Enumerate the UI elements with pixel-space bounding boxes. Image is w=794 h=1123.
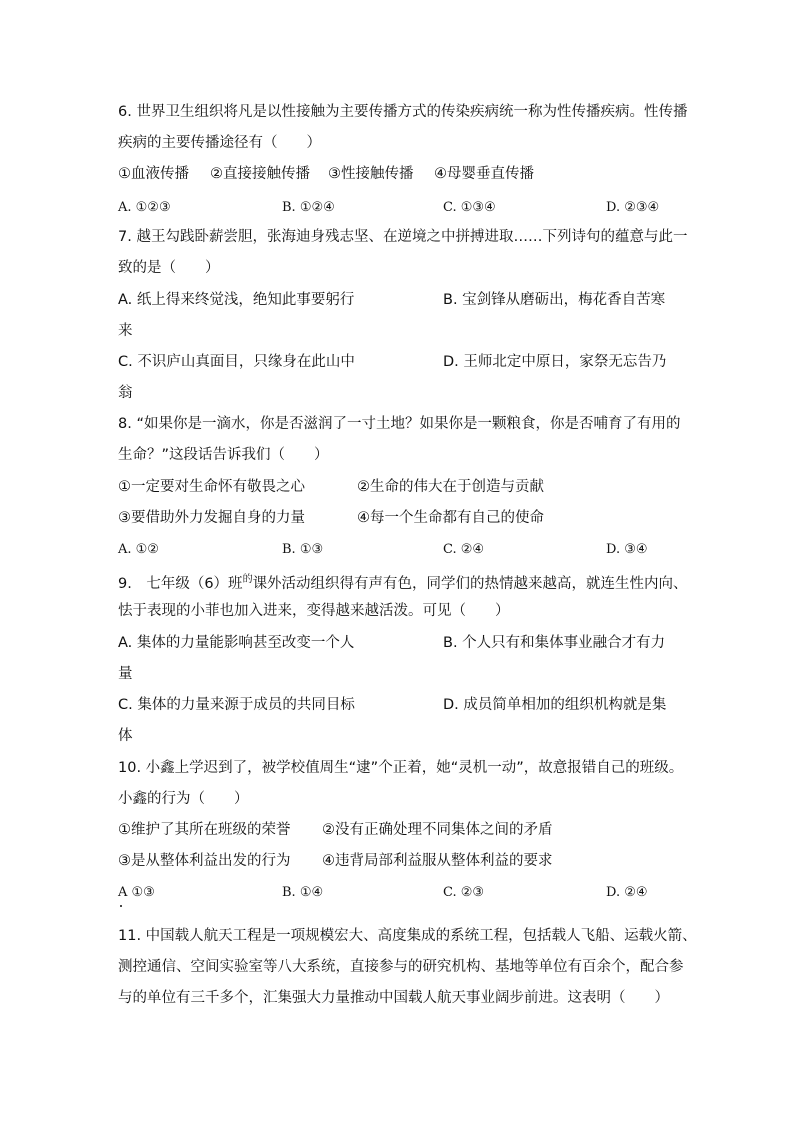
- q8-item-3: ③要借助外力发掘自身的力量: [118, 510, 305, 526]
- q6-option-a: A. ①②③: [118, 200, 171, 215]
- q10-stem-line-1: 10. 小鑫上学迟到了，被学校值周生“逮”个正着，她“灵机一动”，故意报错自己的班级。: [118, 760, 684, 776]
- q8-item-2: ②生命的伟大在于创造与贡献: [357, 479, 544, 495]
- q8-option-d: D. ③④: [606, 542, 648, 557]
- q7-stem-line-1: 7. 越王勾践卧薪尝胆，张海迪身残志坚、在逆境之中拼搏进取……下列诗句的蕴意与此一: [118, 229, 688, 245]
- q7-option-b-line-1: B. 宝剑锋从磨砺出，梅花香自苦寒: [443, 292, 666, 308]
- q10-option-d: D. ②④: [606, 885, 648, 900]
- q8-item-4: ④每一个生命都有自己的使命: [357, 510, 544, 526]
- q9-stem-line-1: [118, 570, 688, 594]
- q11-stem-line-1: 11. 中国载人航天工程是一项规模宏大、高度集成的系统工程，包括载人飞船、运载火箭、: [118, 928, 697, 944]
- q7-option-b-line-2: 来: [118, 323, 133, 339]
- q7-option-c: C. 不识庐山真面目，只缘身在此山中: [118, 354, 355, 370]
- q9-stem-part-1: 9. 七年级（6）班: [118, 576, 243, 592]
- q9-stem-part-2: 课外活动组织得有声有色，同学们的热情越来越高，就连生性内向、: [252, 576, 688, 592]
- q7-option-d-line-1: D. 王师北定中原日，家祭无忘告乃: [443, 354, 667, 370]
- q8-item-1: ①一定要对生命怀有敬畏之心: [118, 479, 305, 495]
- q8-stem-line-1: 8. “如果你是一滴水，你是否滋润了一寸土地？如果你是一颗粮食，你是否哺育了有用的: [118, 416, 681, 432]
- q11-stem-line-3: 与的单位有三千多个，汇集强大力量推动中国载人航天事业阔步前进。这表明（ ）: [118, 990, 669, 1006]
- q10-option-c: C. ②③: [443, 885, 485, 900]
- q10-item-3: ③是从整体利益出发的行为: [118, 853, 291, 869]
- q6-item-4: ④母婴垂直传播: [434, 166, 534, 182]
- q9-option-c: C. 集体的力量来源于成员的共同目标: [118, 697, 355, 713]
- q9-stem-superscript: 的: [242, 574, 253, 585]
- q6-stem-line-2: 疾病的主要传播途径有（ ）: [118, 135, 321, 151]
- stray-dot-mark: [120, 905, 122, 907]
- q10-item-1: ①维护了其所在班级的荣誉: [118, 822, 291, 838]
- q9-option-b-line-1: B. 个人只有和集体事业融合才有力: [443, 635, 666, 651]
- q6-item-1: ①血液传播: [118, 166, 189, 182]
- q9-option-d-line-2: 体: [118, 728, 133, 744]
- q10-item-4: ④违背局部利益服从整体利益的要求: [322, 853, 553, 869]
- q6-option-b: B. ①②④: [282, 200, 335, 215]
- q6-item-3: ③性接触传播: [328, 166, 414, 182]
- q11-stem-line-2: 测控通信、空间实验室等八大系统，直接参与的研究机构、基地等单位有百余个，配合参: [118, 959, 684, 975]
- q7-stem-line-2: 致的是（ ）: [118, 260, 220, 276]
- q6-option-c: C. ①③④: [443, 200, 496, 215]
- q6-option-d: D. ②③④: [606, 200, 660, 215]
- q10-option-b: B. ①④: [282, 885, 324, 900]
- q8-option-a: A. ①②: [118, 542, 159, 557]
- q10-item-2: ②没有正确处理不同集体之间的矛盾: [322, 822, 553, 838]
- q9-option-b-line-2: 量: [118, 666, 133, 682]
- q9-option-a: A. 集体的力量能影响甚至改变一个人: [118, 635, 355, 651]
- q7-option-d-line-2: 翁: [118, 385, 133, 401]
- q10-option-a: A ①③: [118, 885, 155, 900]
- q10-stem-line-2: 小鑫的行为（ ）: [118, 791, 249, 807]
- q8-option-b: B. ①③: [282, 542, 324, 557]
- q8-option-c: C. ②④: [443, 542, 485, 557]
- q8-stem-line-2: 生命？”这段话告诉我们（ ）: [118, 447, 329, 463]
- q9-option-d-line-1: D. 成员简单相加的组织机构就是集: [443, 697, 667, 713]
- q9-stem-line-2: 怯于表现的小菲也加入进来，变得越来越活泼。可见（ ）: [118, 603, 510, 619]
- q6-stem-line-1: 6. 世界卫生组织将凡是以性接触为主要传播方式的传染疾病统一称为性传播疾病。性传播: [118, 104, 688, 120]
- q6-item-2: ②直接接触传播: [210, 166, 310, 182]
- q7-option-a: A. 纸上得来终觉浅，绝知此事要躬行: [118, 292, 355, 308]
